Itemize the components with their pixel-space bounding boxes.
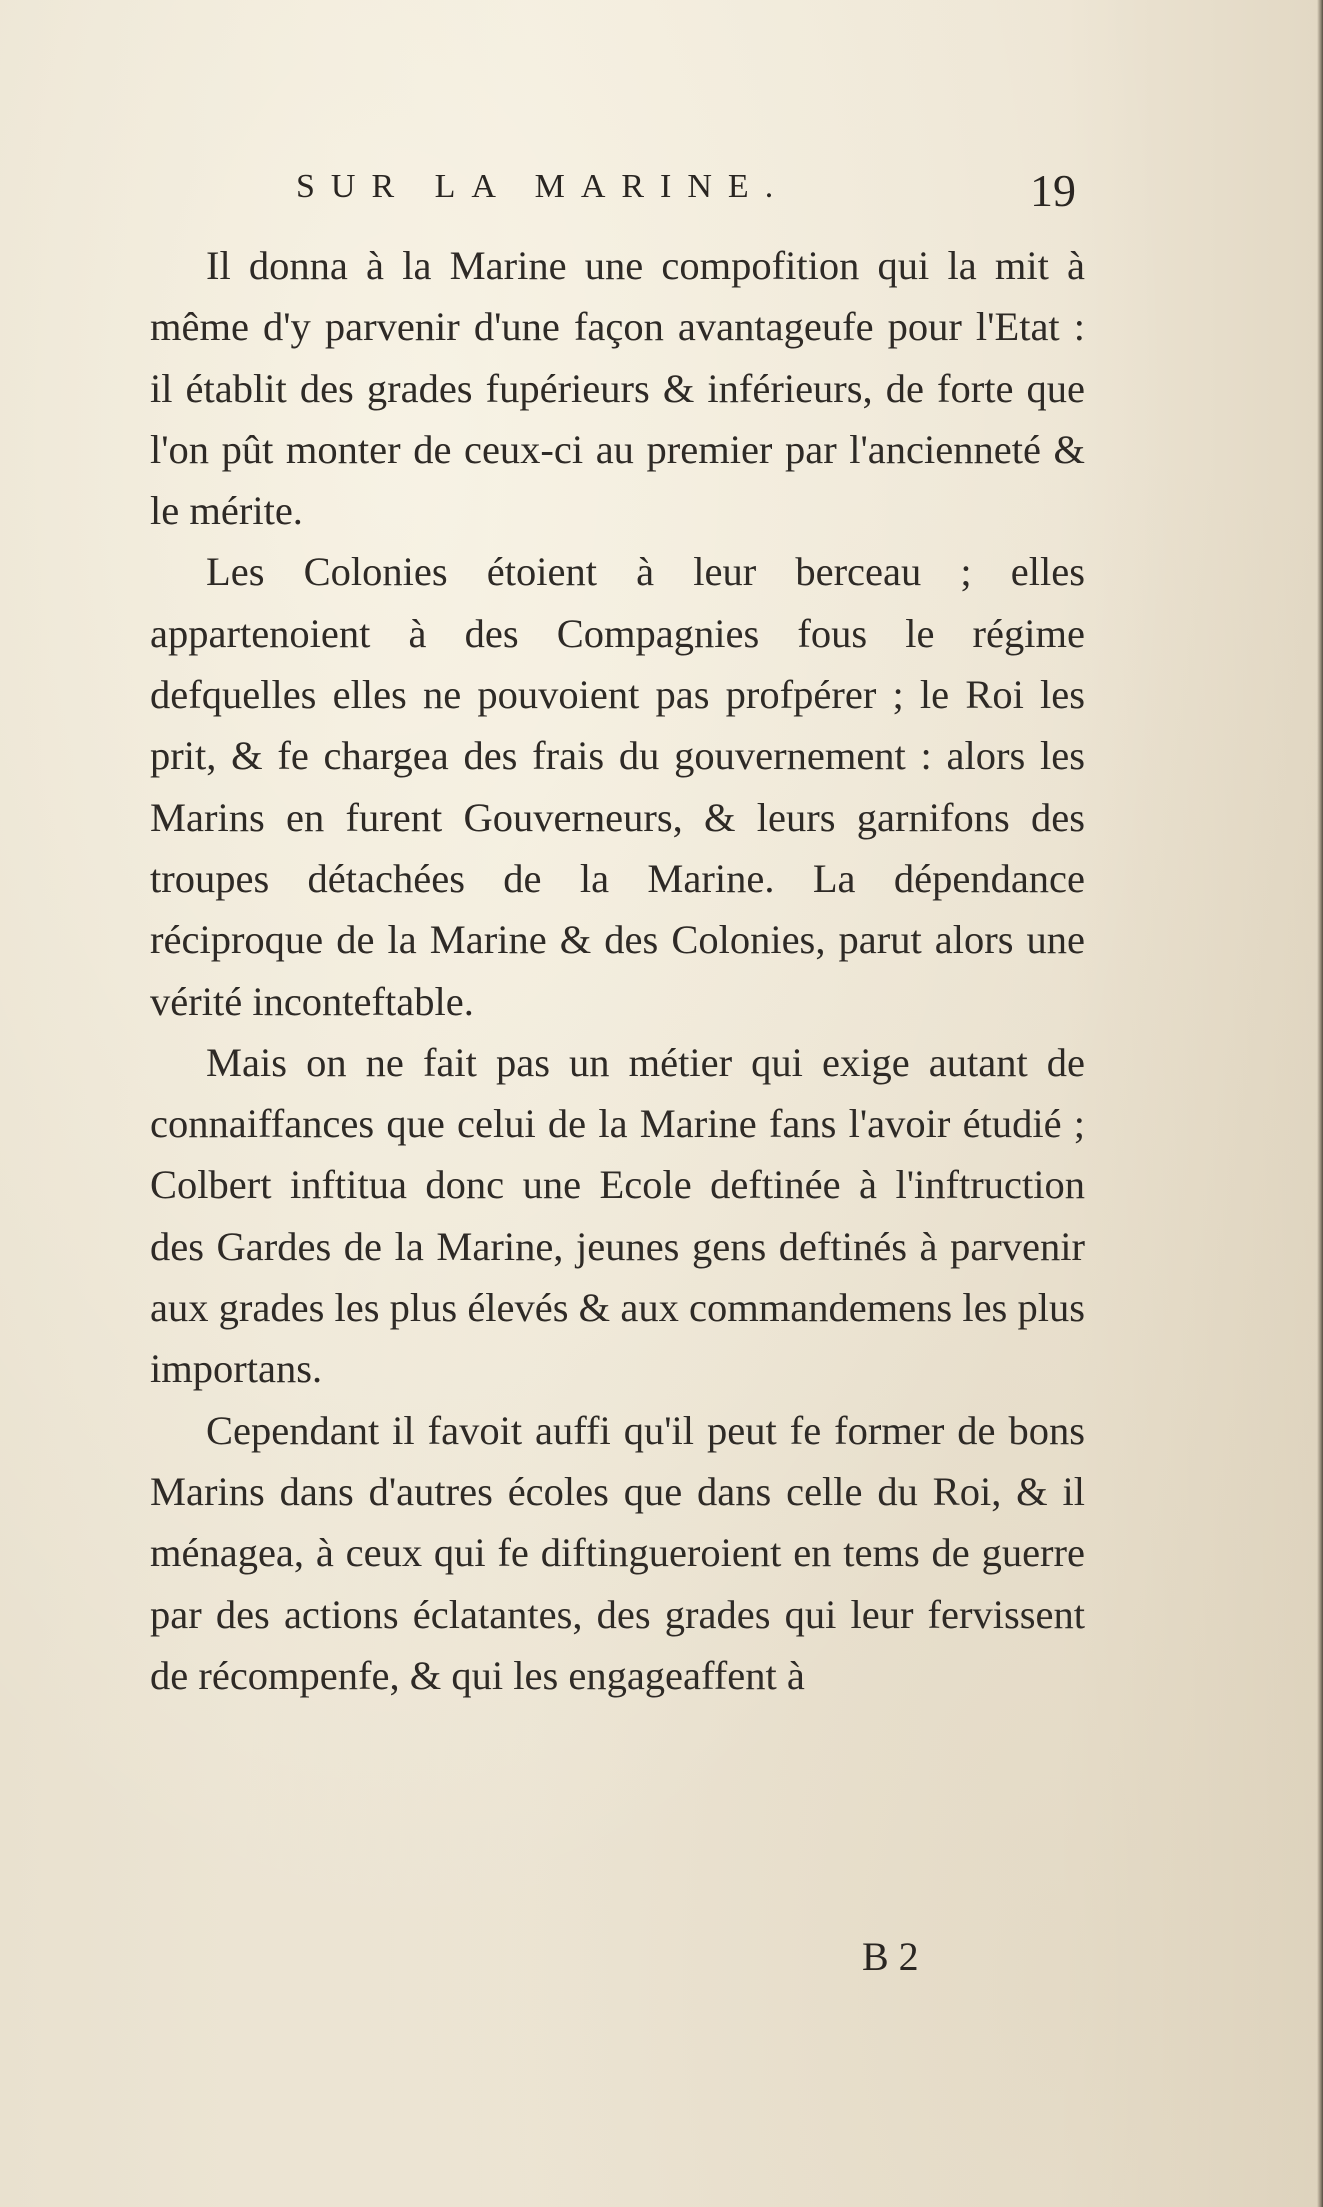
body-text <box>150 235 1085 1706</box>
paragraph-2: Les Colonies étoient à leur berceau ; elles appartenoient à des Compagnies fous le régime defquelles elles ne pouvoient pas profpérer ; le Roi les prit, & fe chargea des frais du gouvernement : alors les Marins en furent Gouverneurs, & leurs garnifons des troupes détachées de la Marine. La dépendance réciproque de la Marine & des Colonies, parut alors une vérité inconteftable. <box>150 549 1085 1024</box>
paragraph-3: Mais on ne fait pas un métier qui exige autant de connaiffances que celui de la Marine fans l'avoir étudié ; Colbert inftitua donc une Ecole deftinée à l'inftruction des Gardes de la Marine, jeunes gens deftinés à parvenir aux grades les plus élevés & aux commandemens les plus importans. <box>150 1039 1085 1392</box>
page-edge-shadow <box>1317 0 1323 2207</box>
paragraph-1: Il donna à la Marine une compofition qui la mit à même d'y parvenir d'une façon avantageufe pour l'Etat : il établit des grades fupérieurs & inférieurs, de forte que l'on pût monter de ceux-ci au premier par l'ancienneté & le mérite. <box>150 243 1085 534</box>
page-number: 19 <box>1030 165 1076 216</box>
page-header <box>296 165 1076 228</box>
paragraph-4: Cependant il favoit auffi qu'il peut fe former de bons Marins dans d'autres écoles que dans celle du Roi, & il ménagea, à ceux qui fe diftingueroient en tems de guerre par des actions éclatantes, des grades qui leur fervissent de récompenfe, & qui les engageaffent à <box>150 1407 1085 1698</box>
signature-mark: B 2 <box>862 1934 919 1979</box>
running-head: SUR LA MARINE. <box>296 168 790 205</box>
